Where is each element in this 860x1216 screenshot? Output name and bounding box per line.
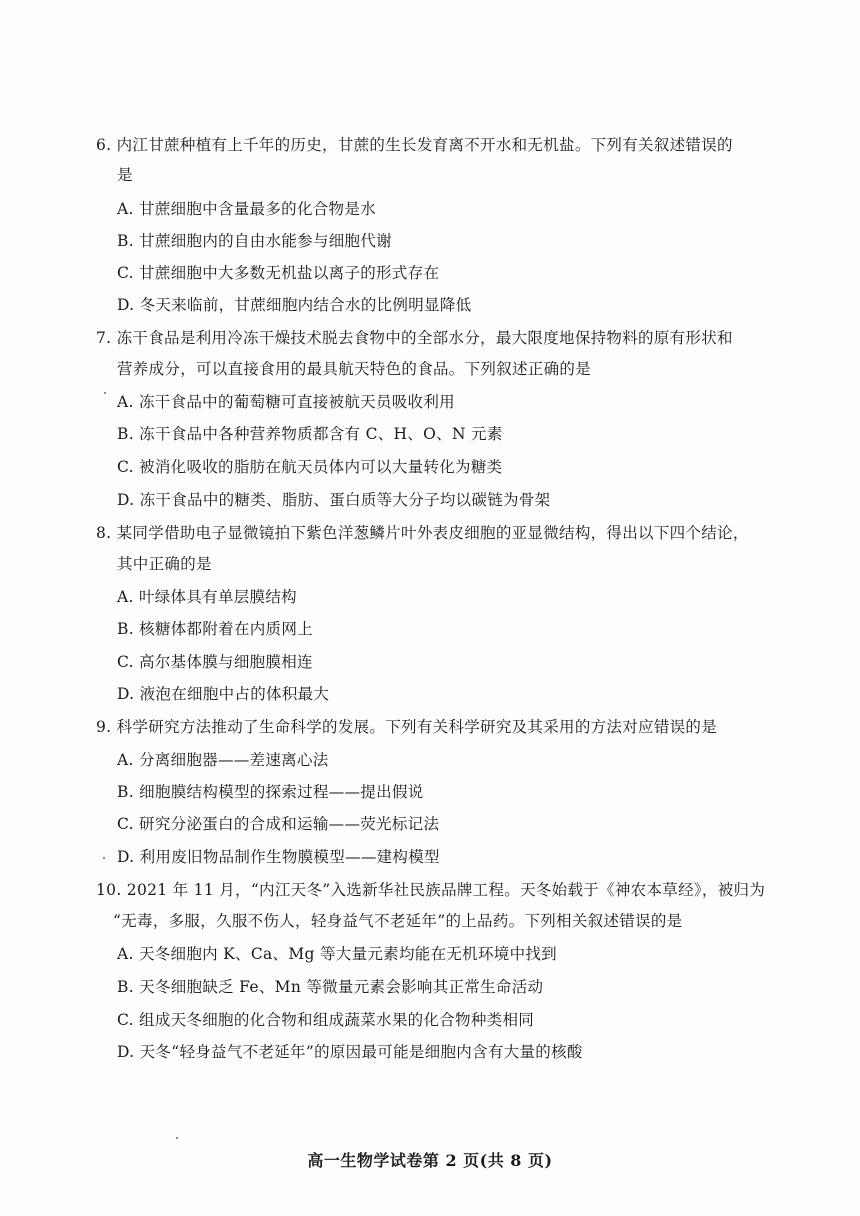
scan-speck [104,392,106,394]
question-10-option-c: C. 组成天冬细胞的化合物和组成蔬菜水果的化合物种类相同 [117,1011,535,1029]
question-9-option-b: B. 细胞膜结构模型的探索过程——提出假说 [117,783,424,801]
page-footer: 高一生物学试卷第 2 页(共 8 页) [307,1151,553,1170]
question-8-option-d: D. 液泡在细胞中占的体积最大 [117,685,330,703]
question-6-option-d: D. 冬天来临前，甘蔗细胞内结合水的比例明显降低 [117,296,472,314]
scan-speck [176,1137,178,1139]
question-7-option-d: D. 冻干食品中的糖类、脂肪、蛋白质等大分子均以碳链为骨架 [117,491,551,509]
question-8-option-c: C. 高尔基体膜与细胞膜相连 [117,653,313,671]
question-8-stem: 8. 某同学借助电子显微镜拍下紫色洋葱鳞片叶外表皮细胞的亚显微结构，得出以下四个结论， [96,524,749,542]
question-10-option-a: A. 天冬细胞内 K、Ca、Mg 等大量元素均能在无机环境中找到 [117,945,557,963]
question-6-stem: 6. 内江甘蔗种植有上千年的历史，甘蔗的生长发育离不开水和无机盐。下列有关叙述错误的 [96,136,733,154]
question-6-option-a: A. 甘蔗细胞中含量最多的化合物是水 [117,200,376,218]
question-7-stem-continued: 营养成分，可以直接食用的最具航天特色的食品。下列叙述正确的是 [117,360,592,378]
question-7-option-a: A. 冻干食品中的葡萄糖可直接被航天员吸收利用 [117,393,455,411]
question-10-stem-continued: “无毒，多服，久服不伤人，轻身益气不老延年”的上品药。下列相关叙述错误的是 [113,912,683,930]
question-10-option-b: B. 天冬细胞缺乏 Fe、Mn 等微量元素会影响其正常生命活动 [117,978,544,996]
question-10-option-d: D. 天冬“轻身益气不老延年”的原因最可能是细胞内含有大量的核酸 [117,1043,583,1061]
question-8-option-b: B. 核糖体都附着在内质网上 [117,620,313,638]
question-9-option-c: C. 研究分泌蛋白的合成和运输——荧光标记法 [117,815,440,833]
question-8-option-a: A. 叶绿体具有单层膜结构 [117,588,297,606]
question-9-option-d: D. 利用废旧物品制作生物膜模型——建构模型 [117,848,440,866]
question-7-option-b: B. 冻干食品中各种营养物质都含有 C、H、O、N 元素 [117,425,503,443]
question-6-stem-continued: 是 [117,166,133,184]
scan-speck [103,857,105,859]
question-10-stem: 10. 2021 年 11 月，“内江天冬”入选新华社民族品牌工程。天冬始载于《神农本草经》，被归为 [96,881,766,899]
question-6-option-c: C. 甘蔗细胞中大多数无机盐以离子的形式存在 [117,264,440,282]
question-7-stem: 7. 冻干食品是利用冷冻干燥技术脱去食物中的全部水分，最大限度地保持物料的原有形状和 [96,329,733,347]
question-6-option-b: B. 甘蔗细胞内的自由水能参与细胞代谢 [117,232,392,250]
question-9-stem: 9. 科学研究方法推动了生命科学的发展。下列有关科学研究及其采用的方法对应错误的是 [96,718,718,736]
question-9-option-a: A. 分离细胞器——差速离心法 [117,751,329,769]
question-7-option-c: C. 被消化吸收的脂肪在航天员体内可以大量转化为糖类 [117,458,503,476]
question-8-stem-continued: 其中正确的是 [117,555,212,573]
